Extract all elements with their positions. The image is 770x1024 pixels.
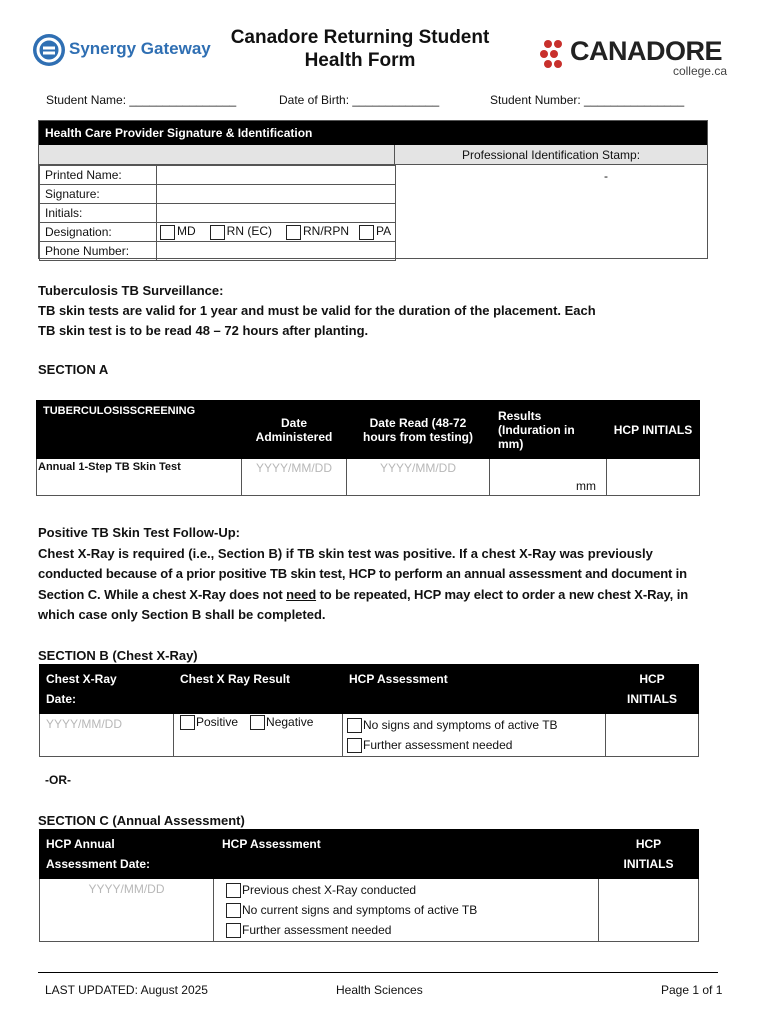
results-input[interactable] — [490, 459, 607, 496]
initials-input[interactable] — [157, 204, 396, 223]
section-c-header-date-b: Assessment Date: — [46, 857, 151, 871]
section-b-initials-input[interactable] — [606, 714, 699, 757]
xray-date-placeholder: YYYY/MM/DD — [46, 717, 123, 731]
footer-divider — [38, 972, 718, 973]
section-b-header-initials: INITIALS — [627, 692, 677, 706]
printed-name-input[interactable] — [157, 166, 396, 185]
no-current-symptoms-label: No current signs and symptoms of active TB — [242, 903, 478, 917]
date-read-input[interactable] — [347, 459, 490, 496]
dob-field[interactable]: Date of Birth: _____________ — [279, 93, 440, 107]
section-a-table — [36, 400, 700, 496]
date-administered-placeholder: YYYY/MM/DD — [255, 461, 332, 475]
section-a-header-administered: Date Administered — [255, 415, 333, 444]
synergy-logo-icon — [32, 32, 66, 68]
phone-input[interactable] — [157, 242, 396, 261]
section-b-header-hcp: HCP — [639, 672, 665, 686]
provider-heading-text: Health Care Provider Signature & Identification — [45, 126, 313, 140]
further-assessment-c-checkbox[interactable] — [226, 923, 241, 938]
provider-heading — [39, 121, 395, 145]
results-unit: mm — [576, 479, 596, 493]
section-a-header-initials: HCP INITIALS — [613, 422, 693, 437]
designation-pa-checkbox[interactable] — [359, 225, 374, 240]
section-c-header-initials: INITIALS — [623, 857, 674, 871]
phone-label: Phone Number: — [45, 244, 130, 258]
provider-gray-row — [39, 145, 395, 165]
designation-rn-ec-label: RN (EC) — [226, 224, 272, 239]
footer-page-number: Page 1 of 1 — [661, 983, 723, 997]
xray-positive-label: Positive — [196, 715, 239, 729]
section-a-title: SECTION A — [38, 362, 109, 377]
followup-heading: Positive TB Skin Test Follow-Up: — [38, 525, 240, 540]
designation-pa-label: PA — [376, 224, 392, 239]
stamp-heading-bar — [395, 121, 707, 145]
tb-text-line2: TB skin test is to be read 48 – 72 hours after planting. — [38, 323, 369, 338]
canadore-logo-icon — [540, 38, 568, 70]
xray-date-input[interactable] — [40, 714, 174, 757]
xray-negative-checkbox[interactable] — [250, 715, 265, 730]
section-b-header-result: Chest X Ray Result — [180, 672, 291, 686]
section-b-table — [39, 664, 699, 757]
date-read-placeholder: YYYY/MM/DD — [379, 461, 456, 475]
tb-text-line1: TB skin tests are valid for 1 year and must be valid for the duration of the placement. Each — [38, 303, 596, 318]
followup-line4: which case only Section B shall be completed. — [38, 607, 326, 622]
designation-options — [157, 223, 396, 242]
printed-name-label: Printed Name: — [45, 168, 122, 182]
stamp-area[interactable] — [395, 165, 707, 258]
annual-tb-test-label: Annual 1-Step TB Skin Test — [38, 461, 181, 473]
canadore-logo-sub: college.ca — [672, 64, 727, 78]
previous-xray-label: Previous chest X-Ray conducted — [242, 883, 417, 897]
section-a-initials-input[interactable] — [607, 459, 700, 496]
footer-updated: LAST UPDATED: August 2025 — [45, 983, 208, 997]
section-c-initials-input[interactable] — [599, 879, 699, 942]
page-title-line2: Health Form — [304, 50, 416, 71]
followup-line3-need: need — [286, 587, 317, 602]
section-c-header-assessment: HCP Assessment — [222, 837, 321, 851]
provider-block — [38, 120, 708, 259]
further-assessment-c-label: Further assessment needed — [242, 923, 392, 937]
section-b-header-date-b: Date: — [46, 692, 77, 706]
designation-rn-ec-checkbox[interactable] — [210, 225, 225, 240]
tb-heading: Tuberculosis TB Surveillance: — [38, 283, 224, 298]
previous-xray-checkbox[interactable] — [226, 883, 241, 898]
followup-line3-end: to be repeated, HCP may elect to order a new chest X-Ray, in — [316, 587, 689, 602]
section-a-header-screening: TUBERCULOSISSCREENING — [43, 405, 196, 417]
footer-department: Health Sciences — [336, 983, 423, 997]
signature-input[interactable] — [157, 185, 396, 204]
followup-line1: Chest X-Ray is required (i.e., Section B) if TB skin test was positive. If a chest X-Ray was previously — [38, 546, 653, 561]
date-administered-input[interactable] — [242, 459, 347, 496]
synergy-logo-text: Synergy Gateway — [69, 39, 211, 58]
provider-table — [39, 165, 396, 261]
annual-assessment-options — [214, 879, 599, 942]
further-assessment-b-label: Further assessment needed — [363, 738, 513, 752]
section-b-header-assessment: HCP Assessment — [349, 672, 448, 686]
canadore-logo-text: CANADORE — [570, 36, 723, 66]
annual-assessment-date-placeholder: YYYY/MM/DD — [88, 882, 165, 896]
xray-positive-checkbox[interactable] — [180, 715, 195, 730]
designation-label: Designation: — [45, 225, 112, 239]
section-c-header-hcp: HCP — [635, 837, 662, 851]
no-symptoms-checkbox[interactable] — [347, 718, 362, 733]
page-title-line1: Canadore Returning Student — [230, 27, 490, 48]
xray-assessment-options — [343, 714, 606, 757]
further-assessment-b-checkbox[interactable] — [347, 738, 362, 753]
section-c-table — [39, 829, 699, 942]
canadore-logo — [540, 36, 735, 80]
or-divider: -OR- — [45, 773, 71, 787]
stamp-label-cell — [395, 145, 707, 165]
designation-rn-rpn-label: RN/RPN — [303, 224, 350, 239]
student-number-field[interactable]: Student Number: _______________ — [490, 93, 685, 107]
section-a-header-read: Date Read (48-72 hours from testing) — [363, 415, 473, 444]
designation-md-label: MD — [177, 224, 196, 239]
section-b-header-date-a: Chest X-Ray — [46, 672, 117, 686]
section-c-title: SECTION C (Annual Assessment) — [38, 813, 245, 828]
synergy-logo — [32, 32, 211, 70]
page-title — [205, 26, 515, 72]
followup-line3 — [38, 587, 688, 602]
section-c-header-date-a: HCP Annual — [46, 837, 115, 851]
followup-line2: conducted because of a prior positive TB skin test, HCP to perform an annual assessment and document in — [38, 566, 687, 581]
designation-md-checkbox[interactable] — [160, 225, 175, 240]
no-current-symptoms-checkbox[interactable] — [226, 903, 241, 918]
xray-result-options — [174, 714, 343, 757]
no-symptoms-label: No signs and symptoms of active TB — [363, 718, 558, 732]
annual-assessment-date-input[interactable] — [40, 879, 214, 942]
followup-line3-start: Section C. While a chest X-Ray does not — [38, 587, 287, 602]
student-name-field[interactable]: Student Name: ________________ — [46, 93, 237, 107]
section-a-header-results: Results (Induration in mm) — [498, 408, 575, 451]
stamp-label: Professional Identification Stamp: — [461, 148, 641, 162]
signature-label: Signature: — [45, 187, 100, 201]
initials-label: Initials: — [45, 206, 83, 220]
stamp-value: - — [604, 169, 608, 183]
designation-rn-rpn-checkbox[interactable] — [286, 225, 301, 240]
xray-negative-label: Negative — [266, 715, 314, 729]
section-b-title: SECTION B (Chest X-Ray) — [38, 648, 198, 663]
